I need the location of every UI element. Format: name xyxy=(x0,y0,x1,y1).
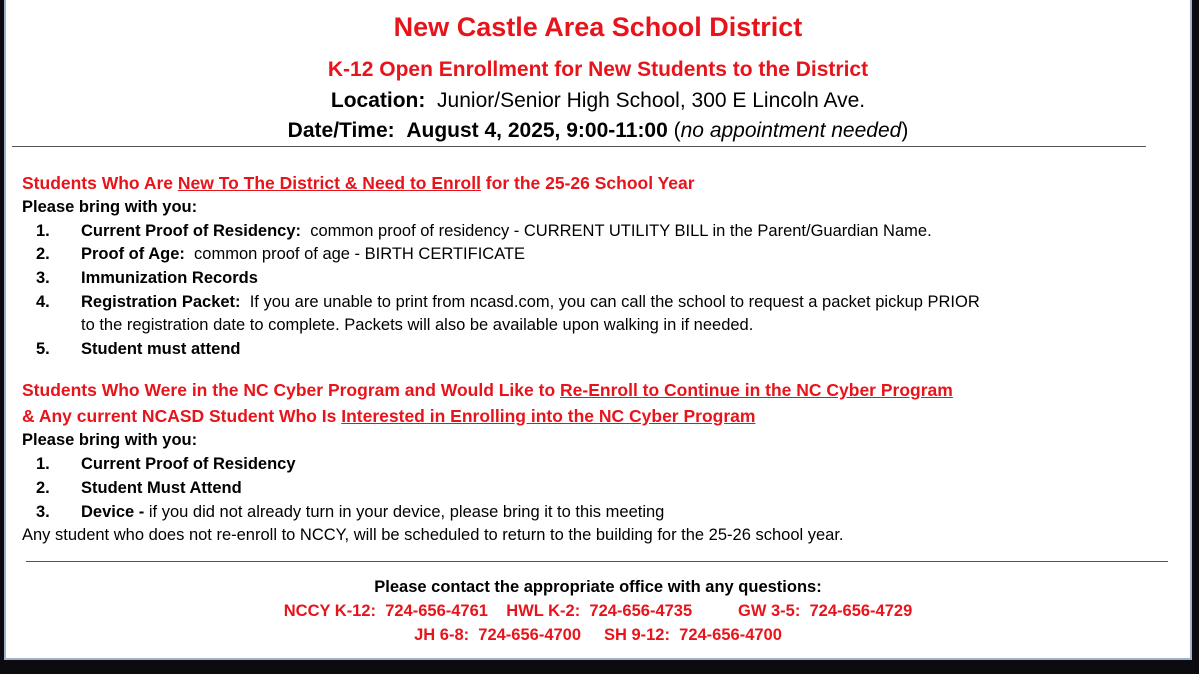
section1-item xyxy=(36,222,932,241)
item-number: 3. xyxy=(36,503,50,521)
location-line xyxy=(6,89,1190,113)
datetime-value: August 4, 2025, 9:00-11:00 xyxy=(406,119,668,142)
contact-line-1: NCCY K-12: 724-656-4761 HWL K-2: 724-656-4735 GW 3-5: 724-656-4729 xyxy=(283,602,913,620)
section2-bring-label: Please bring with you: xyxy=(22,431,198,449)
datetime-line xyxy=(6,119,1190,143)
item-label: Device - xyxy=(81,503,145,521)
item-label: Student Must Attend xyxy=(81,479,242,497)
section1-item xyxy=(36,269,258,288)
item-number: 1. xyxy=(36,455,50,473)
datetime-note: no appointment needed xyxy=(680,119,902,142)
section2-heading-line2 xyxy=(22,406,755,427)
section1-heading xyxy=(22,173,695,194)
datetime-note-close: ) xyxy=(901,119,909,142)
divider-bottom xyxy=(26,561,1168,562)
item-label: Student must attend xyxy=(81,340,241,358)
section1-bring-label: Please bring with you: xyxy=(22,198,198,216)
district-title: New Castle Area School District xyxy=(393,12,803,42)
section2-heading-pre: Students Who Were in the NC Cyber Program and Would Like to xyxy=(22,380,561,400)
section2-item xyxy=(36,479,242,498)
section1-heading-underlined: New To The District & Need to Enroll xyxy=(177,173,481,193)
section1-item-continuation: to the registration date to complete. Packets will also be available upon walking in if needed. xyxy=(81,316,754,334)
section2-note: Any student who does not re-enroll to NCCY, will be scheduled to return to the building for the 25-26 school year. xyxy=(22,526,844,544)
item-number: 1. xyxy=(36,222,50,240)
location-value: Junior/Senior High School, 300 E Lincoln Ave. xyxy=(437,89,866,112)
item-text: If you are unable to print from ncasd.com, you can call the school to request a packet pickup PRIOR xyxy=(249,293,980,311)
section2-heading-underlined: Interested in Enrolling into the NC Cyber Program xyxy=(341,406,756,426)
item-number: 2. xyxy=(36,245,50,263)
section1-item xyxy=(36,245,525,264)
item-label: Immunization Records xyxy=(81,269,258,287)
item-label: Registration Packet: xyxy=(81,293,241,311)
item-number: 4. xyxy=(36,293,50,311)
section2-heading-pre: & Any current NCASD Student Who Is xyxy=(22,406,342,426)
flyer-page xyxy=(4,0,1192,660)
location-label: Location: xyxy=(330,89,426,112)
section2-item xyxy=(36,455,296,474)
section2-item xyxy=(36,503,664,522)
item-text: if you did not already turn in your device, please bring it to this meeting xyxy=(148,503,665,521)
section1-item xyxy=(36,340,241,359)
contact-line-2: JH 6-8: 724-656-4700 SH 9-12: 724-656-4700 xyxy=(414,626,782,644)
item-text: common proof of residency - CURRENT UTILITY BILL in the Parent/Guardian Name. xyxy=(310,222,932,240)
item-label: Current Proof of Residency xyxy=(81,455,296,473)
section1-heading-pre: Students Who Are xyxy=(22,173,178,193)
section2-heading-line1 xyxy=(22,380,953,401)
section1-item xyxy=(36,293,980,312)
item-number: 2. xyxy=(36,479,50,497)
item-text: common proof of age - BIRTH CERTIFICATE xyxy=(194,245,526,263)
section1-heading-post: for the 25-26 School Year xyxy=(480,173,695,193)
datetime-note-open: ( xyxy=(667,119,681,142)
datetime-label: Date/Time: xyxy=(287,119,395,142)
contact-heading: Please contact the appropriate office with any questions: xyxy=(374,578,822,596)
item-number: 3. xyxy=(36,269,50,287)
section2-heading-underlined: Re-Enroll to Continue in the NC Cyber Program xyxy=(560,380,953,400)
item-number: 5. xyxy=(36,340,50,358)
item-label: Proof of Age: xyxy=(81,245,185,263)
divider-top xyxy=(12,146,1146,147)
item-label: Current Proof of Residency: xyxy=(81,222,302,240)
event-subtitle: K-12 Open Enrollment for New Students to the District xyxy=(327,58,869,81)
